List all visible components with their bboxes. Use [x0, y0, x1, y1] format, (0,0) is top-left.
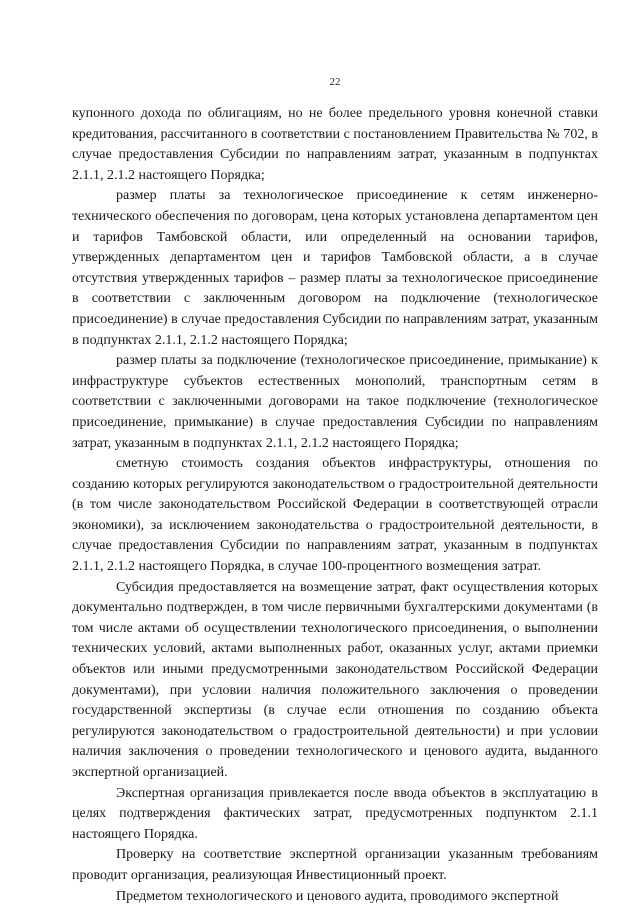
paragraph-audit-subject: Предметом технологического и ценового аудита, проводимого экспертной — [116, 888, 559, 904]
paragraph-coupon-income: купонного дохода по облигациям, но не более предельного уровня конечной ставки кредитования, рассчитанного в соответствии с постановлением Правительства № 702, в случае предоставления Субсидии по направлениям затрат, указанным в подпунктах 2.1.1, 2.1.2 настоящего Порядка; — [72, 106, 598, 183]
paragraph-estimated-cost: сметную стоимость создания объектов инфраструктуры, отношения по созданию которых регулируются законодательством о градостроительной деятельности (в том числе законодательством Российской Федерации в соответствующей отрасли экономики), за исключением законодательства о градостроительной деятельности, в случае предоставления Субсидии по направлениям затрат, указанным в подпунктах 2.1.1, 2.1.2 настоящего Порядка, в случае 100-процентного возмещения затрат. — [72, 456, 598, 575]
page-number: 22 — [329, 76, 341, 88]
paragraph-expert-organization: Экспертная организация привлекается после ввода объектов в эксплуатацию в целях подтверждения фактических затрат, предусмотренных подпунктом 2.1.1 настоящего Порядка. — [72, 785, 598, 842]
paragraph-verification: Проверку на соответствие экспертной организации указанным требованиям проводит организация, реализующая Инвестиционный проект. — [72, 847, 598, 883]
paragraph-subsidy-reimbursement: Субсидия предоставляется на возмещение затрат, факт осуществления которых документально подтвержден, в том числе первичными бухгалтерскими документами (в том числе актами об осуществлении технологического присоединения, о выполнении технических условий, актами выполненных работ, оказанных услуг, актами приемки объектов или иными предусмотренными законодательством Российской Федерации документами), при условии наличия положительного заключения о проведении государственной экспертизы (в случае если отношения по созданию объекта регулируются законодательством о градостроительной деятельности) и при условии наличия заключения о проведении технологического и ценового аудита, выданного экспертной организацией. — [72, 579, 598, 780]
paragraph-infrastructure-connection-fee: размер платы за подключение (технологическое присоединение, примыкание) к инфраструктуре субъектов естественных монополий, транспортным сетям в соответствии с заключенными договорами на такое подключение (технологическое присоединение, примыкание) в случае предоставления Субсидии по направлениям затрат, указанным в подпунктах 2.1.1, 2.1.2 настоящего Порядка; — [72, 353, 598, 451]
paragraph-tech-connection-fee: размер платы за технологическое присоединение к сетям инженерно-технического обеспечения по договорам, цена которых установлена департаментом цен и тарифов Тамбовской области, или определенный на основании тарифов, утвержденных департаментом цен и тарифов Тамбовской области, а в случае отсутствия утвержденных тарифов – размер платы за технологическое присоединение в соответствии с заключенным договором на подключение (технологическое присоединение) в случае предоставления Субсидии по направлениям затрат, указанным в подпунктах 2.1.1, 2.1.2 настоящего Порядка; — [72, 188, 598, 348]
document-body — [72, 104, 598, 907]
